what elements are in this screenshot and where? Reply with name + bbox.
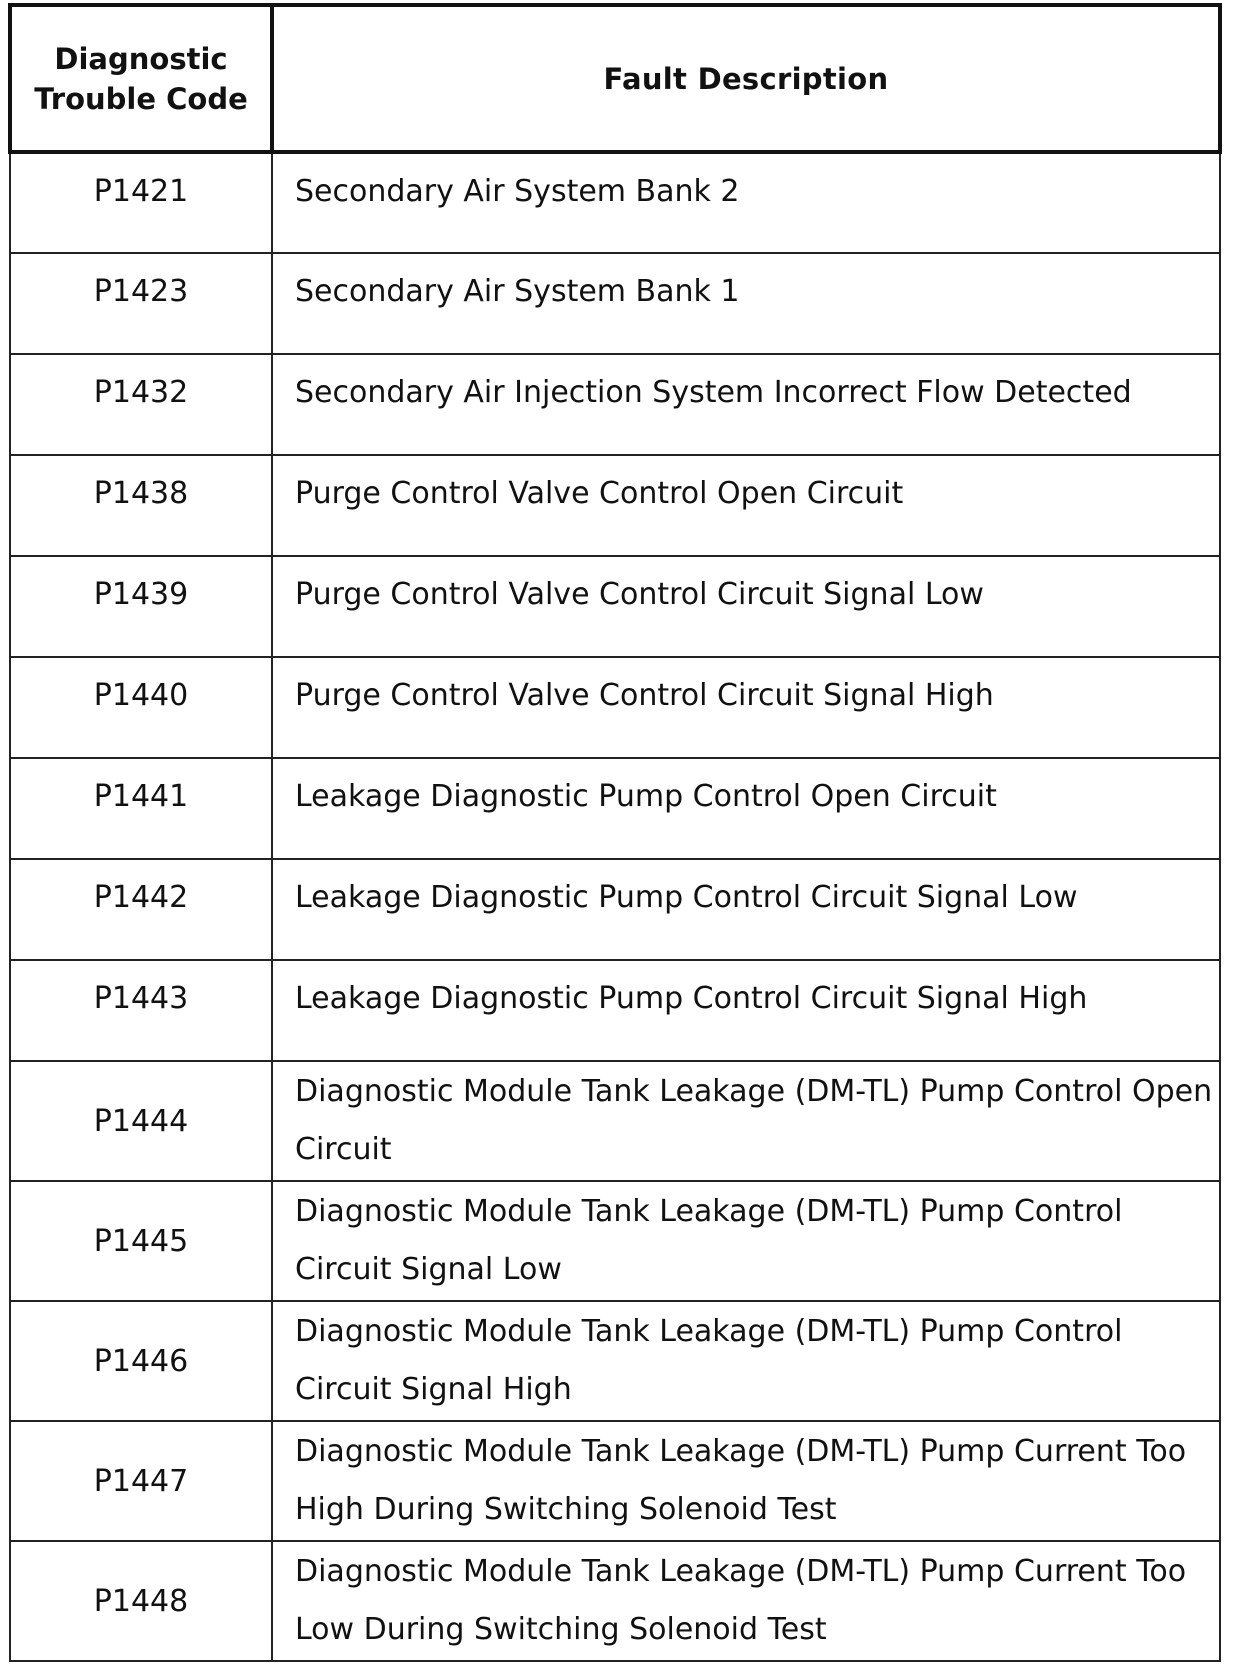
table-row	[10, 455, 1220, 556]
table-row	[10, 1541, 1220, 1661]
code-cell: P1439	[10, 556, 272, 657]
code-cell: P1442	[10, 859, 272, 960]
code-cell: P1444	[10, 1061, 272, 1181]
description-cell: Diagnostic Module Tank Leakage (DM-TL) Pump Control Open Circuit	[272, 1061, 1220, 1181]
table-row	[10, 253, 1220, 354]
description-cell: Leakage Diagnostic Pump Control Circuit Signal High	[272, 960, 1220, 1061]
code-cell: P1446	[10, 1301, 272, 1421]
code-cell: P1440	[10, 657, 272, 758]
table-row	[10, 1301, 1220, 1421]
table-row	[10, 1421, 1220, 1541]
table-row	[10, 354, 1220, 455]
description-cell: Diagnostic Module Tank Leakage (DM-TL) Pump Current Too Low During Switching Solenoid Test	[272, 1541, 1220, 1661]
header-code-line2: Trouble Code	[34, 81, 248, 116]
header-code-line1: Diagnostic	[54, 41, 228, 76]
description-cell: Secondary Air System Bank 2	[272, 152, 1220, 253]
table-row	[10, 960, 1220, 1061]
code-cell: P1447	[10, 1421, 272, 1541]
description-cell: Purge Control Valve Control Circuit Signal Low	[272, 556, 1220, 657]
code-cell: P1423	[10, 253, 272, 354]
code-cell: P1448	[10, 1541, 272, 1661]
header-code	[10, 5, 272, 152]
header-description-label: Fault Description	[603, 61, 889, 96]
description-cell: Leakage Diagnostic Pump Control Open Circuit	[272, 758, 1220, 859]
description-cell: Secondary Air Injection System Incorrect Flow Detected	[272, 354, 1220, 455]
code-cell: P1432	[10, 354, 272, 455]
description-cell: Purge Control Valve Control Open Circuit	[272, 455, 1220, 556]
header-description	[272, 5, 1220, 152]
code-cell: P1445	[10, 1181, 272, 1301]
table-row	[10, 556, 1220, 657]
table-row	[10, 152, 1220, 253]
table-row	[10, 758, 1220, 859]
code-cell: P1438	[10, 455, 272, 556]
code-cell: P1421	[10, 152, 272, 253]
description-cell: Leakage Diagnostic Pump Control Circuit Signal Low	[272, 859, 1220, 960]
description-cell: Secondary Air System Bank 1	[272, 253, 1220, 354]
description-cell: Purge Control Valve Control Circuit Signal High	[272, 657, 1220, 758]
table-header-row	[10, 5, 1220, 152]
description-cell: Diagnostic Module Tank Leakage (DM-TL) Pump Current Too High During Switching Solenoid Test	[272, 1421, 1220, 1541]
table-row	[10, 657, 1220, 758]
table-row	[10, 859, 1220, 960]
description-cell: Diagnostic Module Tank Leakage (DM-TL) Pump Control Circuit Signal Low	[272, 1181, 1220, 1301]
table-row	[10, 1061, 1220, 1181]
code-cell: P1443	[10, 960, 272, 1061]
table-row	[10, 1181, 1220, 1301]
code-cell: P1441	[10, 758, 272, 859]
description-cell: Diagnostic Module Tank Leakage (DM-TL) Pump Control Circuit Signal High	[272, 1301, 1220, 1421]
dtc-table-container	[8, 3, 1218, 1662]
dtc-table	[8, 3, 1222, 1662]
